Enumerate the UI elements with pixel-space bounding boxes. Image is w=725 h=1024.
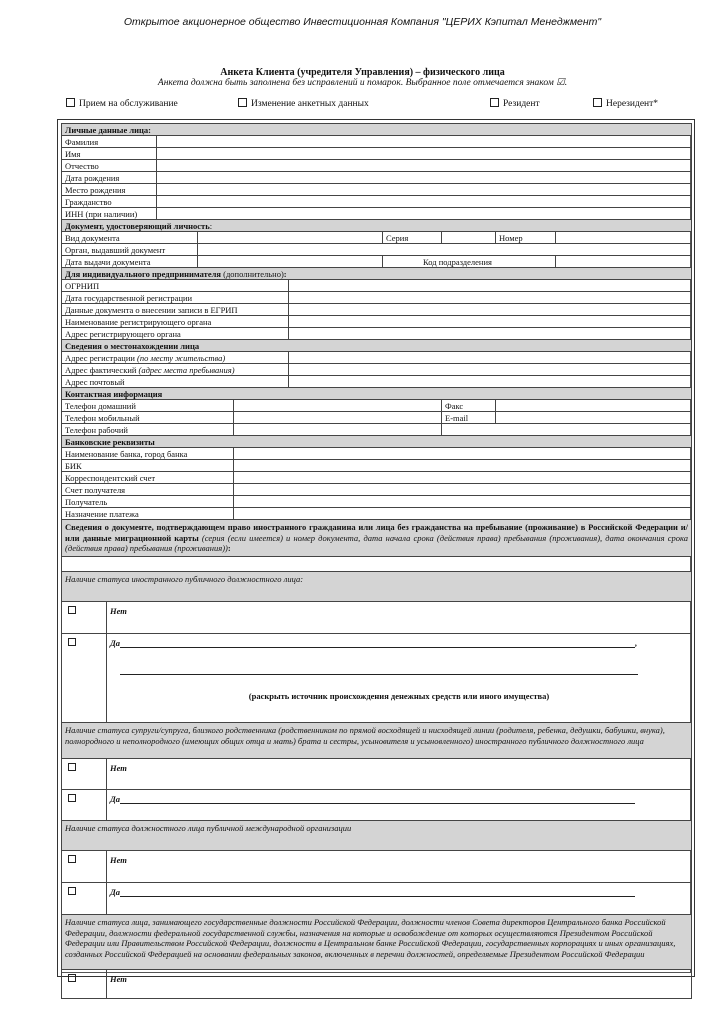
pdl-international-no-label: Нет [107,851,692,883]
checkbox-icon[interactable] [66,98,75,107]
pdl-russian-title: Наличие статуса лица, занимающего государственные должности Российской Федерации, должности членов Совета директоров Центрального банка Российской Федерации, должности федеральной государственной службы, назначения на которые и освобождение от которых осуществляются Президентом Российской Федерации или Правительством Российской Федерации, должности в Центральном банке Российской Федерации, государственных корпорациях и иных организациях, созданных Российской Федерацией на основании федеральных законов, включенных в перечни должностей, определяемые Президентом Российской Федерации [62,915,692,970]
section-personal-heading: Личные данные лица: [62,124,692,136]
checkbox-icon[interactable] [68,763,76,771]
source-of-funds-note: (раскрыть источник происхождения денежных средств или иного имущества) [248,691,550,701]
field-reg-body-name[interactable] [289,316,692,328]
pdl-foreign-yes-line[interactable] [120,647,635,648]
pdl-foreign-yes-block: Да , (раскрыть источник происхождения денежных средств или иного имущества) [107,634,692,723]
label-reg-address: Адрес регистрации (по месту жительства) [62,352,289,364]
label-fax: Факс [442,400,496,412]
field-account[interactable] [234,484,692,496]
field-egrip[interactable] [289,304,692,316]
field-foreign-document[interactable] [62,557,692,572]
pdl-relative-no-label: Нет [107,759,692,790]
label-birth-place: Место рождения [62,184,157,196]
field-ogrnip[interactable] [289,280,692,292]
label-account: Счет получателя [62,484,234,496]
checkbox-icon[interactable] [68,855,76,863]
field-home-phone[interactable] [234,400,442,412]
field-surname[interactable] [157,136,692,148]
form-title: Анкета Клиента (учредителя Управления) – физического лица [220,67,505,78]
label-email: E-mail [442,412,496,424]
field-mobile-phone[interactable] [234,412,442,424]
pdl-relative-no-checkbox[interactable] [62,759,107,790]
field-birth-place[interactable] [157,184,692,196]
label-corr-account: Корреспондентский счет [62,472,234,484]
field-citizenship[interactable] [157,196,692,208]
label-citizenship: Гражданство [62,196,157,208]
label-inn: ИНН (при наличии) [62,208,157,220]
checkbox-icon[interactable] [593,98,602,107]
client-form [57,119,695,984]
field-work-phone[interactable] [234,424,442,436]
pdl-foreign-yes-line-2[interactable] [120,674,638,675]
field-recipient[interactable] [234,496,692,508]
checkbox-icon[interactable] [68,638,76,646]
option-change[interactable]: Изменение анкетных данных [238,98,369,109]
label-bik: БИК [62,460,234,472]
field-corr-account[interactable] [234,472,692,484]
checkbox-icon[interactable] [238,98,247,107]
label-doc-series: Серия [383,232,442,244]
label-bank-name: Наименование банка, город банка [62,448,234,460]
pdl-foreign-yes-checkbox[interactable] [62,634,107,723]
field-reg-date[interactable] [289,292,692,304]
checkbox-icon[interactable] [68,887,76,895]
pdl-international-title: Наличие статуса должностного лица публичной международной организации [62,821,692,851]
pdl-relative-title: Наличие статуса супруги/супруга, близкого родственника (родственником по прямой восходящей и нисходящей линии (родителя, ребенка, дедушки, бабушки, внука), полнородного и неполнородного (имеющих общих отца и мать) брата и сестры, усыновителя и усыновленного) иностранного публичного должностного лица [62,723,692,759]
label-dept-code: Код подразделения [383,256,556,268]
checkbox-icon[interactable] [68,794,76,802]
option-nonresident[interactable]: Нерезидент* [593,98,658,109]
pdl-international-yes-line[interactable] [120,896,635,897]
option-service[interactable]: Прием на обслуживание [66,98,178,109]
pdl-relative-yes-line[interactable] [120,803,635,804]
field-bank-name[interactable] [234,448,692,460]
label-surname: Фамилия [62,136,157,148]
field-doc-number[interactable] [556,232,692,244]
pdl-international-yes-block: Да [107,883,692,915]
label-doc-number: Номер [496,232,556,244]
pdl-relative-yes-checkbox[interactable] [62,790,107,821]
field-purpose[interactable] [234,508,692,520]
label-reg-body-address: Адрес регистрирующего органа [62,328,289,340]
label-ogrnip: ОГРНИП [62,280,289,292]
field-reg-address[interactable] [289,352,692,364]
checkbox-icon[interactable] [68,974,76,982]
field-dept-code[interactable] [556,256,692,268]
label-reg-body-name: Наименование регистрирующего органа [62,316,289,328]
field-fax[interactable] [496,400,692,412]
label-reg-date: Дата государственной регистрации [62,292,289,304]
field-postal-address[interactable] [289,376,692,388]
section-location-heading: Сведения о местонахождении лица [62,340,692,352]
label-name: Имя [62,148,157,160]
checkbox-icon[interactable] [490,98,499,107]
pdl-foreign-no-checkbox[interactable] [62,602,107,634]
label-home-phone: Телефон домашний [62,400,234,412]
pdl-relative-yes-block: Да [107,790,692,821]
pdl-foreign-title: Наличие статуса иностранного публичного должностного лица: [62,572,692,602]
label-purpose: Назначение платежа [62,508,234,520]
label-doc-issue-date: Дата выдачи документа [62,256,198,268]
pdl-international-yes-checkbox[interactable] [62,883,107,915]
pdl-russian-no-checkbox[interactable] [62,970,107,999]
field-email[interactable] [496,412,692,424]
field-reg-body-address[interactable] [289,328,692,340]
section-bank-heading: Банковские реквизиты [62,436,692,448]
field-birth-date[interactable] [157,172,692,184]
section-foreign-document: Сведения о документе, подтверждающем право иностранного гражданина или лица без гражданства на пребывание (проживание) в Российской Федерации и/или данные миграционной карты (серия (если имеется) и номер документа, дата начала срока (действия права) пребывания (проживания), дата окончания срока (действия права) пребывания (проживания)): [62,520,692,557]
label-birth-date: Дата рождения [62,172,157,184]
section-entrepreneur-heading: Для индивидуального предпринимателя (дополнительно): [62,268,692,280]
pdl-russian-no-label: Нет [107,970,692,999]
field-bik[interactable] [234,460,692,472]
pdl-foreign-no-label: Нет [107,602,692,634]
form-subtitle: Анкета должна быть заполнена без исправлений и помарок. Выбранное поле отмечается знаком ☑. [157,78,568,88]
pdl-international-no-checkbox[interactable] [62,851,107,883]
label-patronymic: Отчество [62,160,157,172]
field-patronymic[interactable] [157,160,692,172]
label-postal-address: Адрес почтовый [62,376,289,388]
section-document-heading: Документ, удостоверяющий личность: [62,220,692,232]
form-table [61,123,692,999]
checkbox-icon[interactable] [68,606,76,614]
label-doc-issuer: Орган, выдавший документ [62,244,198,256]
company-name: Открытое акционерное общество Инвестиционная Компания "ЦЕРИХ Кэпитал Менеджмент" [123,16,602,28]
option-resident[interactable]: Резидент [490,98,540,109]
field-doc-issuer[interactable] [198,244,692,256]
label-mobile-phone: Телефон мобильный [62,412,234,424]
label-actual-address: Адрес фактический (адрес места пребывания) [62,364,289,376]
field-doc-series[interactable] [442,232,496,244]
label-egrip: Данные документа о внесении записи в ЕГРИП [62,304,289,316]
field-doc-issue-date[interactable] [198,256,383,268]
field-name[interactable] [157,148,692,160]
field-inn[interactable] [157,208,692,220]
field-doc-type[interactable] [198,232,383,244]
label-doc-type: Вид документа [62,232,198,244]
empty-cell [442,424,692,436]
section-contacts-heading: Контактная информация [62,388,692,400]
label-recipient: Получатель [62,496,234,508]
field-actual-address[interactable] [289,364,692,376]
label-work-phone: Телефон рабочий [62,424,234,436]
